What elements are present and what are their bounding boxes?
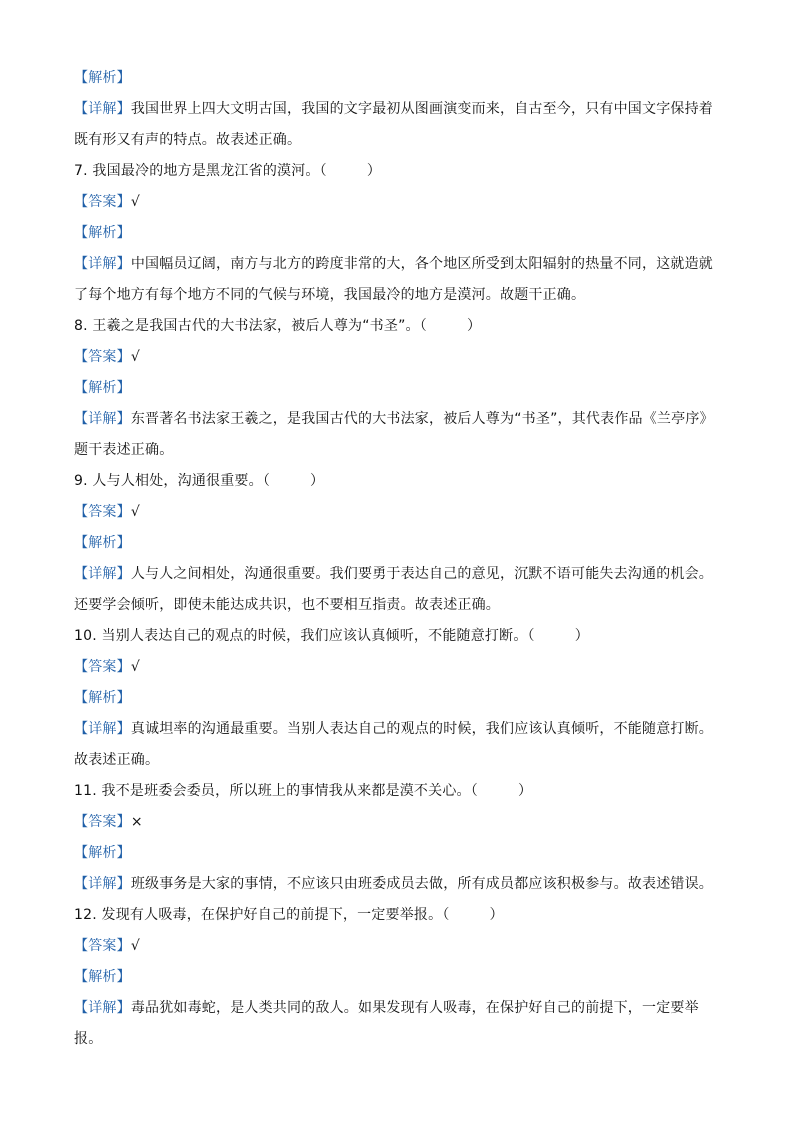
question-number: 10. (74, 628, 97, 644)
question-line (74, 311, 724, 342)
detail-label: 【详解】 (74, 411, 131, 427)
question-text: 发现有人吸毒，在保护好自己的前提下，一定要举报。（ (101, 907, 450, 923)
question-number: 11. (74, 783, 97, 799)
question-line (74, 776, 724, 807)
analysis-line (74, 683, 724, 714)
analysis-label: 【解析】 (74, 225, 131, 241)
detail-paragraph (74, 404, 724, 466)
analysis-label: 【解析】 (74, 380, 131, 396)
answer-label: 【答案】 (74, 938, 131, 954)
answer-mark: √ (130, 194, 140, 210)
answer-label: 【答案】 (74, 659, 131, 675)
detail-paragraph (74, 94, 724, 156)
question-line (74, 466, 724, 497)
analysis-line (74, 373, 724, 404)
question-close: ） (517, 783, 533, 799)
analysis-label: 【解析】 (74, 690, 131, 706)
detail-label: 【详解】 (74, 566, 131, 582)
answer-label: 【答案】 (74, 349, 131, 365)
question-number: 7. (74, 163, 88, 179)
detail-paragraph (74, 993, 724, 1055)
analysis-line (74, 838, 724, 869)
detail-paragraph (74, 869, 724, 900)
answer-label: 【答案】 (74, 194, 131, 210)
detail-paragraph (74, 559, 724, 621)
question-close: ） (489, 907, 504, 923)
detail-text: 我国世界上四大文明古国，我国的文字最初从图画演变而来，自古至今，只有中国文字保持着既有形又有声的特点。故表述正确。 (74, 101, 714, 148)
question-close: ） (574, 628, 589, 644)
answer-line (74, 342, 724, 373)
answer-line (74, 807, 724, 838)
detail-text: 中国幅员辽阔，南方与北方的跨度非常的大，各个地区所受到太阳辐射的热量不同，这就造就了每个地方有每个地方不同的气候与环境，我国最冷的地方是漠河。故题干正确。 (74, 256, 714, 303)
answer-line (74, 497, 724, 528)
detail-label: 【详解】 (74, 876, 131, 892)
analysis-line (74, 218, 724, 249)
detail-text: 东晋著名书法家王羲之，是我国古代的大书法家，被后人尊为“书圣”，其代表作品《兰亭序》题干表述正确。 (74, 411, 714, 458)
detail-text: 人与人之间相处，沟通很重要。我们要勇于表达自己的意见，沉默不语可能失去沟通的机会。还要学会倾听，即使未能达成共识，也不要相互指责。故表述正确。 (74, 566, 714, 613)
answer-mark: √ (130, 349, 140, 365)
answer-mark: √ (130, 938, 140, 954)
question-text: 我不是班委会委员，所以班上的事情我从来都是漠不关心。（ (101, 783, 478, 799)
question-number: 9. (74, 473, 88, 489)
detail-label: 【详解】 (74, 101, 131, 117)
detail-text: 班级事务是大家的事情，不应该只由班委成员去做，所有成员都应该积极参与。故表述错误。 (130, 876, 714, 892)
detail-label: 【详解】 (74, 721, 131, 737)
answer-line (74, 931, 724, 962)
analysis-label: 【解析】 (74, 845, 131, 861)
analysis-line (74, 962, 724, 993)
detail-label: 【详解】 (74, 256, 131, 272)
question-line (74, 900, 724, 931)
analysis-line (74, 63, 724, 94)
question-line (74, 156, 724, 187)
answer-label: 【答案】 (74, 504, 131, 520)
question-text: 我国最冷的地方是黑龙江省的漠河。（ (92, 163, 327, 179)
detail-paragraph (74, 249, 724, 311)
analysis-line (74, 528, 724, 559)
answer-mark: × (130, 814, 143, 830)
detail-label: 【详解】 (74, 1000, 131, 1016)
answer-mark: √ (130, 504, 140, 520)
question-close: ） (366, 163, 382, 179)
question-text: 王羲之是我国古代的大书法家，被后人尊为“书圣”。（ (92, 318, 427, 334)
document-page (74, 63, 724, 1055)
answer-label: 【答案】 (74, 814, 131, 830)
question-text: 人与人相处，沟通很重要。（ (92, 473, 271, 489)
question-text: 当别人表达自己的观点的时候，我们应该认真倾听，不能随意打断。（ (101, 628, 535, 644)
detail-text: 真诚坦率的沟通最重要。当别人表达自己的观点的时候，我们应该认真倾听，不能随意打断。故表述正确。 (74, 721, 714, 768)
analysis-label: 【解析】 (74, 70, 131, 86)
question-number: 12. (74, 907, 97, 923)
answer-mark: √ (130, 659, 140, 675)
question-number: 8. (74, 318, 88, 334)
question-close: ） (466, 318, 482, 334)
question-close: ） (310, 473, 325, 489)
detail-text: 毒品犹如毒蛇，是人类共同的敌人。如果发现有人吸毒，在保护好自己的前提下，一定要举报。 (74, 1000, 699, 1047)
answer-line (74, 652, 724, 683)
analysis-label: 【解析】 (74, 969, 131, 985)
question-line (74, 621, 724, 652)
detail-paragraph (74, 714, 724, 776)
answer-line (74, 187, 724, 218)
analysis-label: 【解析】 (74, 535, 131, 551)
